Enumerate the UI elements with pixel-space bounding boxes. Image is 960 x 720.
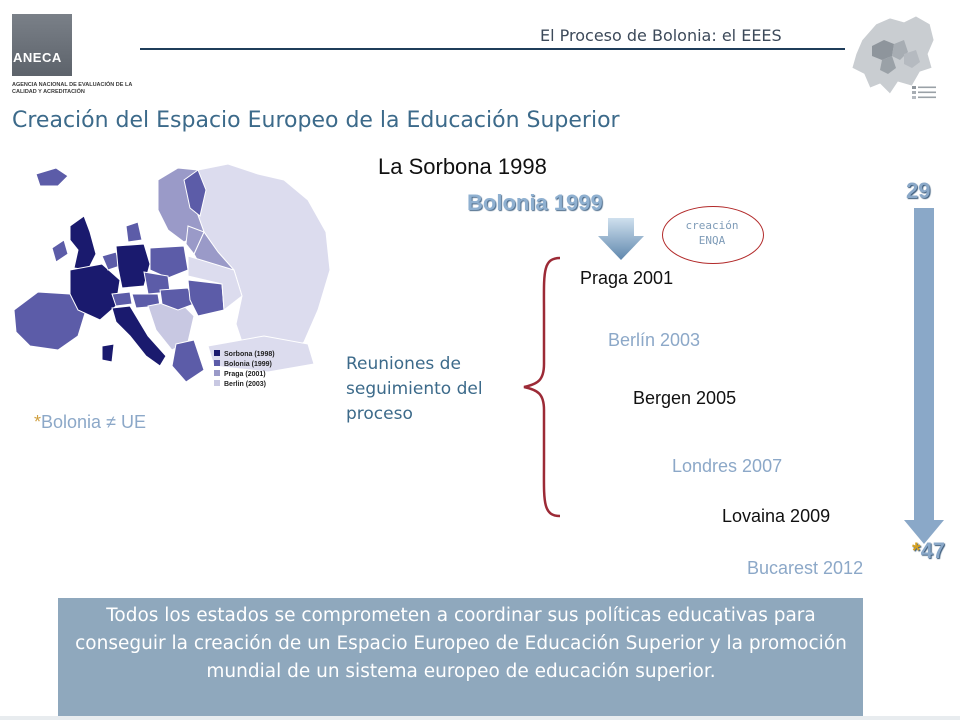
legend-label-berlin: Berlin (2003)	[224, 381, 267, 388]
aneca-logo	[12, 14, 72, 76]
count-end-value: 47	[920, 538, 946, 563]
meeting-bergen: Bergen 2005	[633, 388, 737, 408]
meeting-londres: Londres 2007	[672, 456, 783, 476]
legend-swatch-bolonia	[214, 360, 220, 366]
sorbona-1998-label: La Sorbona 1998	[378, 154, 547, 179]
legend-swatch-praga	[214, 370, 220, 376]
country-count-end	[912, 538, 945, 564]
logo-tagline: AGENCIA NACIONAL DE EVALUACIÓN DE LA CALIDAD Y ACREDITACIÓN	[12, 82, 133, 95]
enqa-line1: creación	[685, 219, 739, 232]
note-asterisk: *	[34, 412, 42, 432]
header-divider	[140, 48, 845, 50]
logo-text: ANECA	[13, 50, 62, 65]
small-europe-map	[842, 10, 942, 102]
bolonia-1999-label: Bolonia 1999	[467, 190, 603, 215]
legend-swatch-sorbona	[214, 350, 220, 356]
enqa-label	[662, 218, 762, 248]
legend-label-bolonia: Bolonia (1999)	[224, 361, 272, 368]
curly-brace	[518, 254, 566, 520]
note-text: Bolonia ≠ UE	[41, 412, 146, 432]
count-asterisk: *	[912, 538, 921, 563]
meeting-bucarest: Bucarest 2012	[747, 558, 864, 578]
growth-arrow-icon	[902, 208, 946, 544]
summary-text: Todos los estados se comprometen a coordinar sus políticas educativas para conseguir la creación de un Espacio Europeo de Educación Superior y la promoción mundial de un sistema europeo de educación superior.	[75, 605, 847, 682]
meetings-label: Reuniones de seguimiento del proceso	[346, 354, 483, 424]
meeting-praga: Praga 2001	[580, 268, 674, 288]
down-arrow-icon	[598, 218, 644, 260]
page-title: Creación del Espacio Europeo de la Educación Superior	[12, 108, 620, 133]
enqa-line2: ENQA	[698, 234, 726, 247]
meeting-berlin: Berlín 2003	[608, 330, 701, 350]
header-title: El Proceso de Bolonia: el EEES	[540, 26, 782, 45]
country-count-start: 29	[906, 178, 931, 203]
bottom-strip	[0, 716, 960, 720]
legend-swatch-berlin	[214, 380, 220, 386]
legend-label-praga: Praga (2001)	[224, 371, 266, 378]
meeting-lovaina: Lovaina 2009	[722, 506, 831, 526]
bolonia-ue-note	[34, 412, 146, 433]
europe-map	[8, 160, 338, 400]
legend-label-sorbona: Sorbona (1998)	[224, 351, 275, 358]
